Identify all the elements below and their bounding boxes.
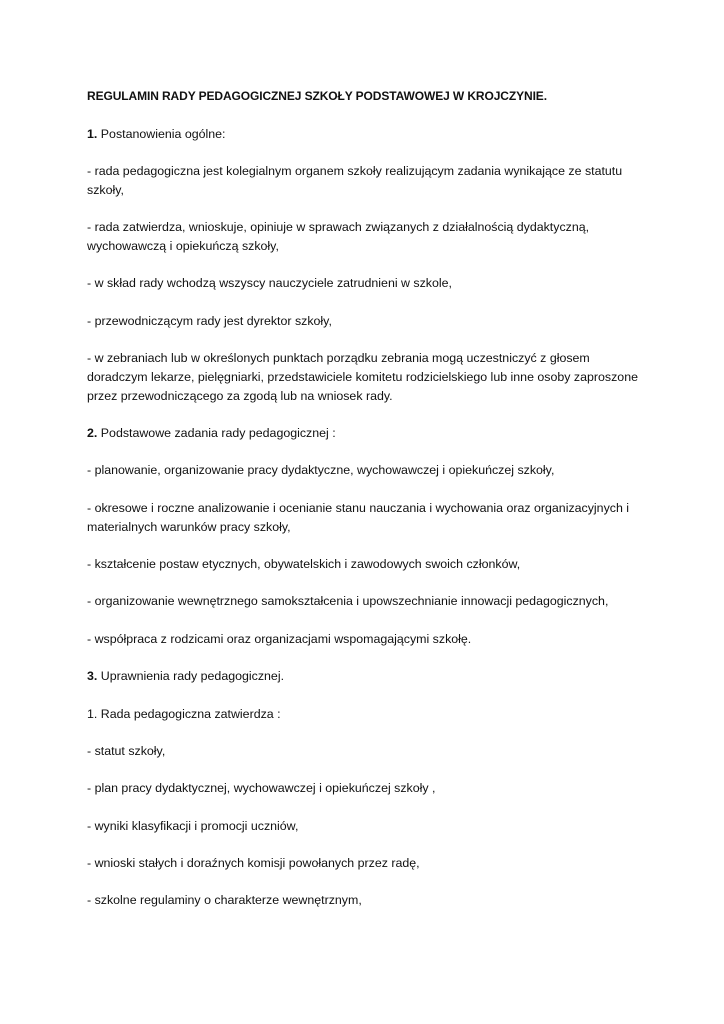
- section-1-heading-text: Postanowienia ogólne:: [97, 127, 226, 141]
- section-1-item-4: - przewodniczącym rady jest dyrektor szkoły,: [87, 314, 332, 328]
- section-3-item-1: - statut szkoły,: [87, 744, 166, 758]
- section-1-item-2-line-2: wychowawczą i opiekuńczą szkoły,: [87, 239, 279, 253]
- section-2-item-4: - organizowanie wewnętrznego samokształcenia i upowszechnianie innowacji pedagogicznych,: [87, 594, 609, 608]
- section-3-heading: [87, 667, 647, 685]
- section-1-heading: [87, 125, 647, 143]
- section-2-heading: [87, 424, 647, 442]
- section-2-item-2-line-1: - okresowe i roczne analizowanie i ocenianie stanu nauczania i wychowania oraz organizacyjnych i: [87, 501, 630, 515]
- section-2-item-2-line-2: materialnych warunków pracy szkoły,: [87, 520, 291, 534]
- section-2-item-1: - planowanie, organizowanie pracy dydaktyczne, wychowawczej i opiekuńczej szkoły,: [87, 463, 555, 477]
- section-1-number: 1.: [87, 127, 98, 141]
- section-1-item-1-line-1: - rada pedagogiczna jest kolegialnym organem szkoły realizującym zadania wynikające ze statutu: [87, 164, 623, 178]
- section-3-number: 3.: [87, 669, 98, 683]
- section-1-item-5-line-2: doradczym lekarze, pielęgniarki, przedstawiciele komitetu rodzicielskiego lub inne osoby zaproszone: [87, 370, 638, 384]
- document-title: REGULAMIN RADY PEDAGOGICZNEJ SZKOŁY PODSTAWOWEJ W KROJCZYNIE.: [87, 89, 547, 103]
- section-1-item-5-line-1: - w zebraniach lub w określonych punktach porządku zebrania mogą uczestniczyć z głosem: [87, 351, 590, 365]
- section-2-item-3: - kształcenie postaw etycznych, obywatelskich i zawodowych swoich członków,: [87, 557, 521, 571]
- section-2-number: 2.: [87, 426, 98, 440]
- section-3-item-5: - szkolne regulaminy o charakterze wewnętrznym,: [87, 893, 362, 907]
- section-3-item-4: - wnioski stałych i doraźnych komisji powołanych przez radę,: [87, 856, 420, 870]
- section-3-item-3: - wyniki klasyfikacji i promocji uczniów,: [87, 819, 299, 833]
- section-2-item-5: - współpraca z rodzicami oraz organizacjami wspomagającymi szkołę.: [87, 632, 472, 646]
- section-3-subheading: 1. Rada pedagogiczna zatwierdza :: [87, 707, 281, 721]
- section-2-heading-text: Podstawowe zadania rady pedagogicznej :: [97, 426, 336, 440]
- section-1-item-1-line-2: szkoły,: [87, 183, 124, 197]
- section-1-item-5-line-3: przez przewodniczącego za zgodą lub na wniosek rady.: [87, 389, 393, 403]
- section-3-item-2: - plan pracy dydaktycznej, wychowawczej i opiekuńczej szkoły ,: [87, 781, 436, 795]
- section-1-item-3: - w skład rady wchodzą wszyscy nauczyciele zatrudnieni w szkole,: [87, 276, 452, 290]
- section-3-heading-text: Uprawnienia rady pedagogicznej.: [97, 669, 285, 683]
- section-1-item-2-line-1: - rada zatwierdza, wnioskuje, opiniuje w sprawach związanych z działalnością dydaktyczną,: [87, 220, 590, 234]
